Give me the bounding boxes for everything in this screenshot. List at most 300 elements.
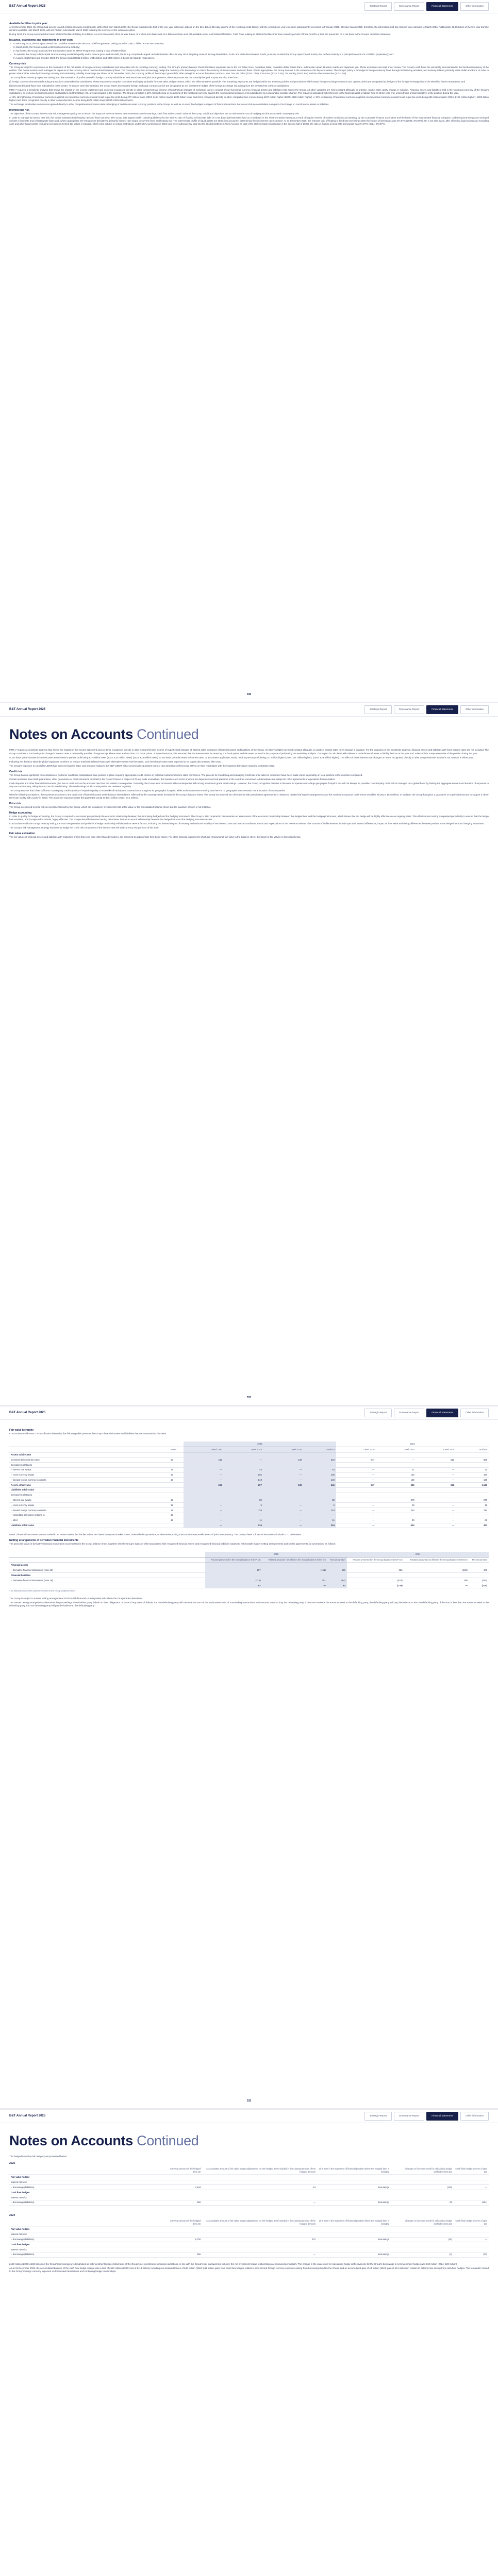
table-cell: 138 (263, 1458, 303, 1463)
spacer (9, 2258, 489, 2263)
table-cell: 148 (303, 1478, 336, 1483)
paragraph: The Group is subject to exposures on the translation of the net assets of foreign currency subsidiaries and associates into its reporting currency, sterling. The Group's primary balance sheet translation exposures are to the US dollar, Euro, Australian dollar, Canadian dollar, Swiss franc, Indonesian rupiah, Russian rouble and Japanese yen. These exposures are kept under review. The Group's cash flows are principally denominated in the functional currency of the entities. The Group monitors and manages its exposure to the currency risk of non-functional currency flows. The Group's policy is to increasingly hedge the currency of its borrowings to match the currency of its net assets and cash flows. Where appropriate, the Group borrows in the currencies of its key economies. The Group's policy is to hedge its foreign currency flows through its financing activities, and treasury-related, primarily in US dollar and Euro, in order to protect shareholder value by increasing certainty and minimising volatility in earnings per share. At 31 December 2024, the currency profile of the Group's gross debt, after taking into account derivative contracts, was 74% US dollar (2024: 74%), 13% Euro (2024: 12%), 7% sterling (2024: 8%) and 6% other currencies (2024: 6%). (9, 65, 489, 75)
data-table (9, 1552, 489, 1588)
table-row (9, 2237, 489, 2242)
table-group-header: 2024 (336, 1442, 489, 1447)
paragraph: Following the decision taken by global regulators to reform or replace Interbank Offered Rates with alternative nearly risk-free rates, such benchmark rates were expected to be largely discontinued after 2021. (9, 760, 222, 763)
page-title-main: Notes on Accounts (9, 2133, 137, 2148)
table-cell: 23 (376, 1518, 416, 1523)
paragraph: Level 1 financial instruments are not traded in an active market, but the fair values are based on quoted market prices, broker/dealer quotations, or alternative pricing sources with reasonable levels of price transparency. The Group's level 2 financial instruments include OTC derivatives. (9, 1533, 302, 1536)
section-tabs (364, 705, 489, 714)
table-cell: — (184, 1478, 223, 1483)
spacer (9, 1592, 489, 1597)
row-label: – interest rate swaps (9, 1498, 169, 1503)
row-label: Investments held at fair value (9, 1458, 169, 1463)
row-note: 19 (169, 1478, 184, 1483)
page-content (0, 2123, 498, 2273)
section-heading: Price risk (9, 802, 21, 805)
paragraph: The objectives of the Group's interest rate risk management policy are to lessen the impact of adverse interest rate movements on the earnings, cash flow and economic value of the Group. Additional objectives are to minimise the cost of hedging and the associated counterparty risk. (9, 112, 300, 115)
table-cell: — (184, 1472, 223, 1478)
table-cell: 270 (202, 2237, 317, 2242)
table-row (9, 1578, 489, 1583)
table-cell: 211 (184, 1483, 223, 1488)
table-cell (454, 2232, 489, 2237)
row-label: – cross-currency swaps (9, 1472, 169, 1478)
tab-governance-report[interactable]: Governance Report (394, 2112, 424, 2120)
table-header-cell: Total £m (456, 1447, 489, 1452)
table-header-cell: Amount presented in the Group balance sheet* £m (347, 1557, 404, 1563)
table-cell (184, 1493, 223, 1498)
row-note: 19 (169, 1508, 184, 1513)
table-cell (164, 2232, 202, 2237)
table-header-cell: Related amounts not offset in the Group balance sheet £m (262, 1557, 327, 1563)
paragraph: The exchange sensitivities on items recognised directly in other comprehensive income relate to hedging of certain net asset currency positions in the Group, as well as on cash flow hedges in respect of future transactions, but do not include sensitivities in respect of exchange on non-financial assets or liabilities. (9, 103, 329, 106)
row-note: 19 (169, 1498, 184, 1503)
table-cell (263, 1463, 303, 1468)
table-header-cell (9, 2166, 164, 2175)
table-cell (263, 1493, 303, 1498)
table-cell: 125 (376, 1478, 416, 1483)
table-cell (164, 2195, 202, 2200)
table-cell: — (184, 1523, 223, 1528)
table-cell (376, 1452, 416, 1458)
table-cell (205, 1563, 262, 1568)
paragraph: (ii) forecast dividend flows from subsidiaries to the centre. To ensure cash flow certainty, the Group enters into forward foreign exchange contracts which are designated as net investment hedges of the foreign exchange risk arising from the investments in these subsidiaries. (9, 84, 290, 88)
table-group-header: 2024 (347, 1552, 489, 1557)
table-cell (317, 2175, 391, 2180)
tab-strategic-report[interactable]: Strategic Report (364, 2, 392, 10)
table-cell (263, 1452, 303, 1458)
report-page (0, 0, 498, 703)
table-header-cell: Line item in the statement of financial position where the hedged item is included (317, 2166, 391, 2175)
table-cell: (151) (262, 1568, 327, 1573)
table-cell: 138 (263, 1483, 303, 1488)
paragraph: In accordance with the Group Treasury Policy, the exact hedge ratios and profile of a hedge relationship will depend on several factors, including the desired degree of certainty and reduced volatility of net interest costs and market conditions, trends and expectations in the relevant markets. The sources of ineffectiveness include spot and forward differences, impact of time value and timing differences between periods in the hedged item and hedging instrument. (9, 822, 485, 825)
row-label: Derivatives relating to (9, 1493, 169, 1498)
table-cell (391, 2242, 454, 2247)
table-cell: Borrowings (317, 2252, 391, 2257)
table-cell (416, 1487, 456, 1493)
row-label: Interest rate risk (9, 2232, 164, 2237)
table-cell (327, 1573, 347, 1578)
paragraph: The Group has no significant concentrations of customer credit risk. Subsidiaries have policies in place requiring appropriate credit checks on potential customers before sales commence. The process for monitoring and managing credit risk once sales to customers have been made varies depending on local practice in the countries concerned. (9, 773, 363, 776)
section-tabs (364, 2, 489, 10)
tab-financial-statements[interactable]: Financial Statements (426, 705, 458, 714)
table-cell (202, 2242, 317, 2247)
row-label: – Borrowings (liabilities) (9, 2252, 164, 2257)
table-cell: 151 (262, 1578, 327, 1583)
table-cell: — (454, 2237, 489, 2242)
table-cell: 23 (456, 1518, 489, 1523)
report-title: B&T Annual Report 2025 (9, 708, 46, 711)
table-header-cell (9, 2218, 164, 2227)
bullet-item: – To optimise the Group's debt capital structure using available liquidity and to reduce gross and net debt, the Group completed capped cash debt tender offers in May 2024, targeting some of its long-dated GBP-, EUR- and USD-denominated bonds, pursuant to which the Group repurchased bonds prior to their maturity in a principal amount of £1.8 billion (equivalent); and (9, 53, 489, 56)
table-cell: (138) (469, 1583, 489, 1588)
table-cell: 113 (376, 1508, 416, 1513)
table-cell: — (456, 1513, 489, 1518)
tab-governance-report[interactable]: Governance Report (394, 1409, 424, 1417)
table-header-cell: Net amount £m (469, 1557, 489, 1563)
row-label (9, 1583, 205, 1588)
table-cell (454, 2227, 489, 2232)
table-cell: 44 (202, 2185, 317, 2190)
table-cell (303, 1487, 336, 1493)
table-row (9, 1563, 489, 1568)
table-cell: — (376, 1458, 416, 1463)
table-cell (317, 2247, 391, 2252)
row-label: – interest rate swaps (9, 1467, 169, 1472)
table-cell: 216 (223, 1523, 263, 1528)
table-cell (469, 1563, 489, 1568)
table-header-cell: Cash flow hedge reserve of spot £m (454, 2218, 489, 2227)
paragraph: In order to manage its interest rate risk, the Group maintains both floating rate and fixed rate debt. The Group sets targets (within overall guidelines) for the desired ratio of floating to fixed rate debt on a net basis (at least 50% fixed on a net basis in the short-to-medium term) as a result of regular reviews of market conditions and strategy by the Corporate Finance Committee and the board of the main central financial company. Underlying borrowings are arranged on both a fixed rate and a floating rate basis and, where appropriate, the Group uses derivatives, primarily interest rate swaps to vary the fixed and floating mix. The interest rate profile of liquid assets are taken into account in determining the net interest rate exposure. At 31 December 2025, the relevant ratio of floating to fixed rate borrowings after the impact of derivatives was 3%:97% (2024: 3%:97%). On a net debt basis, after offsetting liquid assets and excluding cash and other liquid assets (including investments held at fair value) in Canada, which were subject to certain restrictions under CCAA protection in 2024 (and were subsequently paid into the Global Settlement Trust Account as part of the Upfront Cash Contribution in the second half of 2025), the ratio of floating to fixed rate borrowings was 3%:97% (2024: 3%:97%). (9, 116, 489, 126)
paragraph: The Group's risk management strategy has been to hedge the credit risk component of the interest rate risk and currency risk portions of this note. (9, 826, 159, 829)
table-row (9, 2180, 489, 2185)
table-header-cell: Level 3 £m (263, 1447, 303, 1452)
table-cell (262, 1573, 327, 1578)
table-cell: Borrowings (317, 2185, 391, 2190)
table-header-cell (9, 1442, 184, 1447)
table-cell (223, 1463, 263, 1468)
table-cell (164, 2242, 202, 2247)
table-cell: — (263, 1467, 303, 1472)
table-cell: — (336, 1518, 376, 1523)
table-cell (347, 1573, 404, 1578)
table-cell (454, 2242, 489, 2247)
table-cell: 105 (223, 1472, 263, 1478)
table-cell: 125 (456, 1478, 489, 1483)
table-cell: 424 (456, 1523, 489, 1528)
table-cell: — (184, 1503, 223, 1508)
page-content (0, 717, 498, 839)
table-row (9, 2252, 489, 2257)
tab-financial-statements[interactable]: Financial Statements (426, 2, 458, 10)
table-header-cell (9, 1557, 205, 1563)
table-cell: — (184, 1508, 223, 1513)
table-cell: 18 (376, 1503, 416, 1508)
table-cell: (224) (454, 2200, 489, 2205)
table-cell: — (184, 1518, 223, 1523)
report-page (0, 703, 498, 1406)
page-number: 332 (246, 2099, 252, 2103)
table-row (9, 1493, 489, 1498)
table-row (9, 2190, 489, 2195)
table-cell (376, 1463, 416, 1468)
table-cell: — (336, 1467, 376, 1472)
table-cell: 22 (391, 2200, 454, 2205)
table-row (9, 2185, 489, 2190)
tab-other-information[interactable]: Other information (460, 2, 489, 10)
fair-value-table (9, 1442, 489, 1529)
table-cell: 148 (223, 1478, 263, 1483)
table-cell: — (336, 1508, 376, 1513)
table-cell: — (263, 1503, 303, 1508)
table-cell: 150 (456, 1472, 489, 1478)
table-cell: Borrowings (317, 2200, 391, 2205)
table-cell (456, 1487, 489, 1493)
table-cell: 646 (303, 1483, 336, 1488)
table-cell (202, 2190, 317, 2195)
table-cell (391, 2175, 454, 2180)
table-row (9, 1498, 489, 1503)
table-cell: — (416, 1523, 456, 1528)
table-cell: — (416, 1472, 456, 1478)
table-header-cell: Level 1 £m (336, 1447, 376, 1452)
paragraph: In order to qualify for hedge accounting, the Group is required to document prospectively the economic relationship between the item being hedged and the hedging instrument. The Group is also required to demonstrate an assessment of the economic relationship between the hedged item and the hedging instrument, which shows that the hedge will be highly effective on an ongoing basis. This effectiveness testing is repeated periodically to ensure that the hedge has remained, and is expected to remain, highly effective. The prospective effectiveness testing determines that an economic relationship between the hedged item and the hedging instrument exists. (9, 815, 489, 821)
bullet-item: – In April 2024, the Group accessed the Euro market under its EMTN Programme, raising a total of €800 million; (9, 49, 489, 53)
row-label: Assets at fair value (9, 1452, 169, 1458)
table-cell (223, 1487, 263, 1493)
page-title-suffix: Continued (137, 2133, 199, 2148)
table-cell: — (184, 1498, 223, 1503)
table-header-cell: Level 3 £m (416, 1447, 456, 1452)
table-cell: — (404, 1583, 469, 1588)
table-cell (263, 1487, 303, 1493)
table-cell: 211 (184, 1458, 223, 1463)
tab-strategic-report[interactable]: Strategic Report (364, 2112, 392, 2120)
tab-governance-report[interactable]: Governance Report (394, 705, 424, 714)
table-cell (184, 1463, 223, 1468)
row-label: – Borrowings (liabilities) (9, 2200, 164, 2205)
table-header-cell: Notes (169, 1447, 184, 1452)
row-label: Interest rate risk (9, 2247, 164, 2252)
row-note (169, 1523, 184, 1528)
table-header-cell: Changes in fair value used for calculating hedge ineffectiveness £m (391, 2166, 454, 2175)
section-heading: Fair value estimation (9, 832, 35, 835)
row-label: Liabilities at fair value (9, 1487, 169, 1493)
row-label: Cash flow hedges (9, 2190, 164, 2195)
row-label: – Borrowings (liabilities) (9, 2237, 164, 2242)
table-cell (317, 2190, 391, 2195)
row-note (169, 1463, 184, 1468)
table-row (9, 1568, 489, 1573)
tab-strategic-report[interactable]: Strategic Report (364, 1409, 392, 1417)
table-header-cell (9, 1447, 169, 1452)
section-heading: Netting arrangements of derivative financial instruments (9, 1539, 79, 1543)
table-cell: — (336, 1472, 376, 1478)
table-cell (391, 2232, 454, 2237)
table-cell (164, 2175, 202, 2180)
table-cell: — (223, 1513, 263, 1518)
table-year-heading: 2025 (9, 2161, 15, 2165)
table-cell: (3) (391, 2252, 454, 2257)
spacer (9, 1547, 489, 1552)
report-page (0, 1406, 498, 2110)
table-cell: 270 (376, 1498, 416, 1503)
page-title (9, 2131, 489, 2150)
bullet-item: – In March 2024, the Group repaid a £229 million bond at maturity; (9, 46, 489, 49)
row-label: – forward foreign currency contracts (9, 1478, 169, 1483)
paragraph: With the following exceptions, the maximum exposure to the credit risk of financial assets at the balance sheet date is reflected by the carrying values included in the Group's balance sheet. The Group has entered into client terms with participation agreements in relation to certain leaf supply arrangements and the maximum exposure under these would be nil (2024: £52 million). In addition, the Group has given a guarantee on a principal amount to support a short-term loan facility with a party in Brazil. The maximum exposure under this guarantee would be £0.1 million (2024: £0.1 million). (9, 793, 489, 799)
row-label: – Derivative financial instruments (note 19) (9, 1568, 205, 1573)
table-cell (376, 1493, 416, 1498)
paragraph: The Group faces currency exposures arising from the translation of profits earned in foreign currency subsidiaries and associates and joint arrangements; these exposures are not normally hedged. Exposures also arise from: (9, 76, 239, 79)
paragraph: The Group is subject to master netting arrangements in force with financial counterparties with whom the Group trades derivatives. (9, 1597, 143, 1600)
spacer (9, 1528, 489, 1533)
table-cell: 212 (416, 1483, 456, 1488)
tab-other-information[interactable]: Other information (460, 1409, 489, 1417)
table-cell: — (263, 1518, 303, 1523)
paragraph: The fair values of financial assets and liabilities with maturities of less than one year, other than derivatives, are assumed to approximate their book values. For other financial instruments which are measured at fair value in the balance sheet, the basis for fair values is described below. (9, 835, 301, 838)
table-cell (391, 2247, 454, 2252)
paragraph: A 10% strengthening of functional currencies against non-functional currencies would result in pre-tax profit being £70 million lower (2024: £164 million lower). £203 billion lower and items recognised directly in other comprehensive income being £497 million higher (2024: £386 million higher). A 10% weakening of functional currencies against non-functional currencies would result in pre-tax profit being £86 million higher (2024: £196 million higher), £203 billion higher) and items recognised directly in other comprehensive income being £575 million lower (2024: £459 million lower). (9, 96, 489, 102)
spacer (9, 1436, 489, 1442)
table-cell: 859 (456, 1458, 489, 1463)
paragraph: The gross fair value of derivative financial instruments as presented in the Group balance sheet, together with the Group's rights of offset associated with recognised financial assets and recognised financial liabilities subject to enforceable master netting arrangements and similar agreements, is summarised as follows: (9, 1543, 336, 1546)
row-label: Derivatives relating to (9, 1463, 169, 1468)
table-cell: — (263, 1513, 303, 1518)
table-cell (376, 1487, 416, 1493)
table-cell: 146 (327, 1568, 347, 1573)
row-note: 19 (169, 1513, 184, 1518)
table-cell: (138) (347, 1583, 404, 1588)
spacer (9, 2206, 489, 2211)
table-cell (469, 1573, 489, 1578)
row-label: Cash flow hedges (9, 2242, 164, 2247)
table-cell: (424) (347, 1578, 404, 1583)
table-row (9, 1503, 489, 1508)
table-cell (336, 1452, 376, 1458)
table-cell: 256 (164, 2252, 202, 2257)
table-row (9, 2195, 489, 2200)
paragraph: (i) foreign currency denominated trading transactions undertaken by subsidiaries. These exposures comprise committed and highly probable forecast sales and purchases, which are offset wherever possible. The remaining exposures are hedged within the Treasury policies and procedures with forward foreign exchange contracts and options, which are designated as hedges of the foreign exchange risk of the identified future transactions; and (9, 80, 466, 83)
tab-financial-statements[interactable]: Financial Statements (426, 2112, 458, 2120)
table-cell: 392 (164, 2200, 202, 2205)
table-cell: — (336, 1513, 376, 1518)
report-title: B&T Annual Report 2025 (9, 1411, 46, 1415)
table-cell: 11 (456, 1467, 489, 1472)
tab-governance-report[interactable]: Governance Report (394, 2, 424, 10)
paragraph: The hedged items by risk category are presented below: (9, 2155, 68, 2158)
table-cell: 297 (223, 1483, 263, 1488)
table-cell (416, 1452, 456, 1458)
paragraph: A 100 basis point increase in interest rates would result in pre-tax profit being £27 million lower (2024: £31 million lower) (2024: £23 million lower). A 100 basis point decrease in interest rates, or less where applicable, would result in pre-tax profit being £27 million higher (2024: £31 million higher), (2024: £23 million higher). The effect of these interest rate changes on items recognised directly in other comprehensive income is not material in either year. (9, 756, 474, 759)
paragraph: The Group ensures that it has sufficient counterparty credit capacity of requisite quality to undertake all anticipated transactions throughout its geographic footprint, while at the same time ensuring that there is no geographic concentration in the location of counterparties. (9, 789, 286, 792)
row-note: 19 (169, 1503, 184, 1508)
table-cell: — (336, 1478, 376, 1483)
row-label: Fair value hedges (9, 2175, 164, 2180)
table-cell: — (336, 1503, 376, 1508)
table-cell: — (336, 1523, 376, 1528)
table-cell: — (263, 1523, 303, 1528)
table-cell: 186 (404, 1578, 469, 1583)
table-cell: 349 (303, 1458, 336, 1463)
table-cell (202, 2247, 317, 2252)
table-row (9, 1458, 489, 1463)
table-cell: — (263, 1472, 303, 1478)
table-cell: 118 (303, 1508, 336, 1513)
paragraph: The Group is exposed to price risk on investments held by the Group, which are included in investments held at fair value or the consolidated balance sheet, but the quantum of such is not material. (9, 805, 211, 808)
table-cell (416, 1463, 456, 1468)
report-nav-bar (0, 0, 498, 13)
table-row (9, 1487, 489, 1493)
table-cell: 118 (223, 1508, 263, 1513)
row-label: Liabilities at fair value (9, 1523, 169, 1528)
table-cell (327, 1563, 347, 1568)
report-nav-bar (0, 703, 498, 717)
table-row (9, 2247, 489, 2252)
row-note: 19 (169, 1467, 184, 1472)
table-cell: — (416, 1498, 456, 1503)
table-cell: — (454, 2185, 489, 2190)
tab-strategic-report[interactable]: Strategic Report (364, 705, 392, 714)
table-header-cell: Carrying amount of the hedged item £m (164, 2166, 202, 2175)
table-cell (336, 1463, 376, 1468)
table-cell: 7,844 (164, 2185, 202, 2190)
tab-other-information[interactable]: Other information (460, 705, 489, 714)
table-cell: 105 (303, 1472, 336, 1478)
table-row (9, 1472, 489, 1478)
table-header-cell: Total £m (303, 1447, 336, 1452)
table-header-cell: Amount presented in the Group balance sheet* £m (205, 1557, 262, 1563)
row-note: 18 (169, 1458, 184, 1463)
row-label: Financial liabilities (9, 1573, 205, 1578)
table-header-cell: Level 2 £m (223, 1447, 263, 1452)
table-cell (456, 1493, 489, 1498)
table-cell (317, 2180, 391, 2185)
table-cell: 100 (469, 1568, 489, 1573)
table-cell (184, 1487, 223, 1493)
table-row (9, 2242, 489, 2247)
table-cell: (120) (391, 2185, 454, 2190)
paragraph: At 31 December 2024, the Group had access to a £3.4 billion revolving credit facility. With effect from March 2024, the Group exercised the first of the one-year extension options on the £3.4 billion 364-day tranche of the revolving credit facility, with the second one-year extension subsequently exercised in February 2025. Effective March 2025, therefore, the £3.3 billion 364-day tranche was extended to March 2026. Additionally, £2.85 billion of the five-year tranche remains available until March 2029, with £2.7 billion extended to March 2030 following the exercise of the extension option. (9, 25, 489, 31)
table-cell: 5 (303, 1503, 336, 1508)
page-title-main: Notes on Accounts (9, 726, 137, 742)
table-cell: 82 (205, 1583, 262, 1588)
section-heading: Credit risk (9, 770, 22, 773)
row-note: 19 (169, 1472, 184, 1478)
table-cell: — (336, 1498, 376, 1503)
table-header-cell: Cash flow hedge reserve of spot £m (454, 2166, 489, 2175)
page-title-suffix: Continued (137, 726, 199, 742)
table-cell (164, 2227, 202, 2232)
table-cell (454, 2175, 489, 2180)
table-cell (317, 2195, 391, 2200)
table-cell (347, 1563, 404, 1568)
tab-financial-statements[interactable]: Financial Statements (426, 1409, 458, 1417)
table-cell: 5 (223, 1503, 263, 1508)
paragraph: IFRS 7 requires a sensitivity analysis that shows the impact on the income statement and on items recognised directly in other comprehensive income of hypothetical changes of exchange rates in respect of non-functional currency financial assets and liabilities held across the Group. All other variables are held constant although, in practice, market rates rarely change in isolation. Financial assets and liabilities held in the functional currency of the Group's subsidiaries, as well as non-financial assets and liabilities and translation risk, are not included in the analysis. The Group considers a 10% strengthening or weakening of the functional currency against the non-functional currency of its subsidiaries as a reasonably possible change. The impact is calculated with reference to the financial asset or liability held as at the year end, unless this is unrepresentative of the position during the year. (9, 89, 489, 95)
table-cell: — (263, 1508, 303, 1513)
table-header-cell: Carrying amount of the hedged item £m (164, 2218, 202, 2227)
table-cell: 11 (303, 1518, 336, 1523)
table-cell (404, 1563, 469, 1568)
table-cell: — (416, 1478, 456, 1483)
data-table (9, 2218, 489, 2257)
table-row (9, 2232, 489, 2237)
table-cell: — (202, 2200, 317, 2205)
table-group-header: 2025 (184, 1442, 336, 1447)
table-row (9, 1583, 489, 1588)
page-title (9, 725, 489, 743)
table-cell: — (184, 1513, 223, 1518)
tab-other-information[interactable]: Other information (460, 2112, 489, 2120)
table-cell (336, 1493, 376, 1498)
report-nav-bar (0, 1406, 498, 1420)
table-cell: (186) (404, 1568, 469, 1573)
table-row (9, 1508, 489, 1513)
table-cell: 1,145 (456, 1483, 489, 1488)
table-cell: (15) (391, 2237, 454, 2242)
table-row (9, 2227, 489, 2232)
table-cell: 286 (347, 1568, 404, 1573)
table-cell (416, 1493, 456, 1498)
table-cell (456, 1452, 489, 1458)
table-header-cell: Level 2 £m (376, 1447, 416, 1452)
table-cell (391, 2195, 454, 2200)
row-note: 19 (169, 1518, 184, 1523)
table-cell: Borrowings (317, 2237, 391, 2242)
